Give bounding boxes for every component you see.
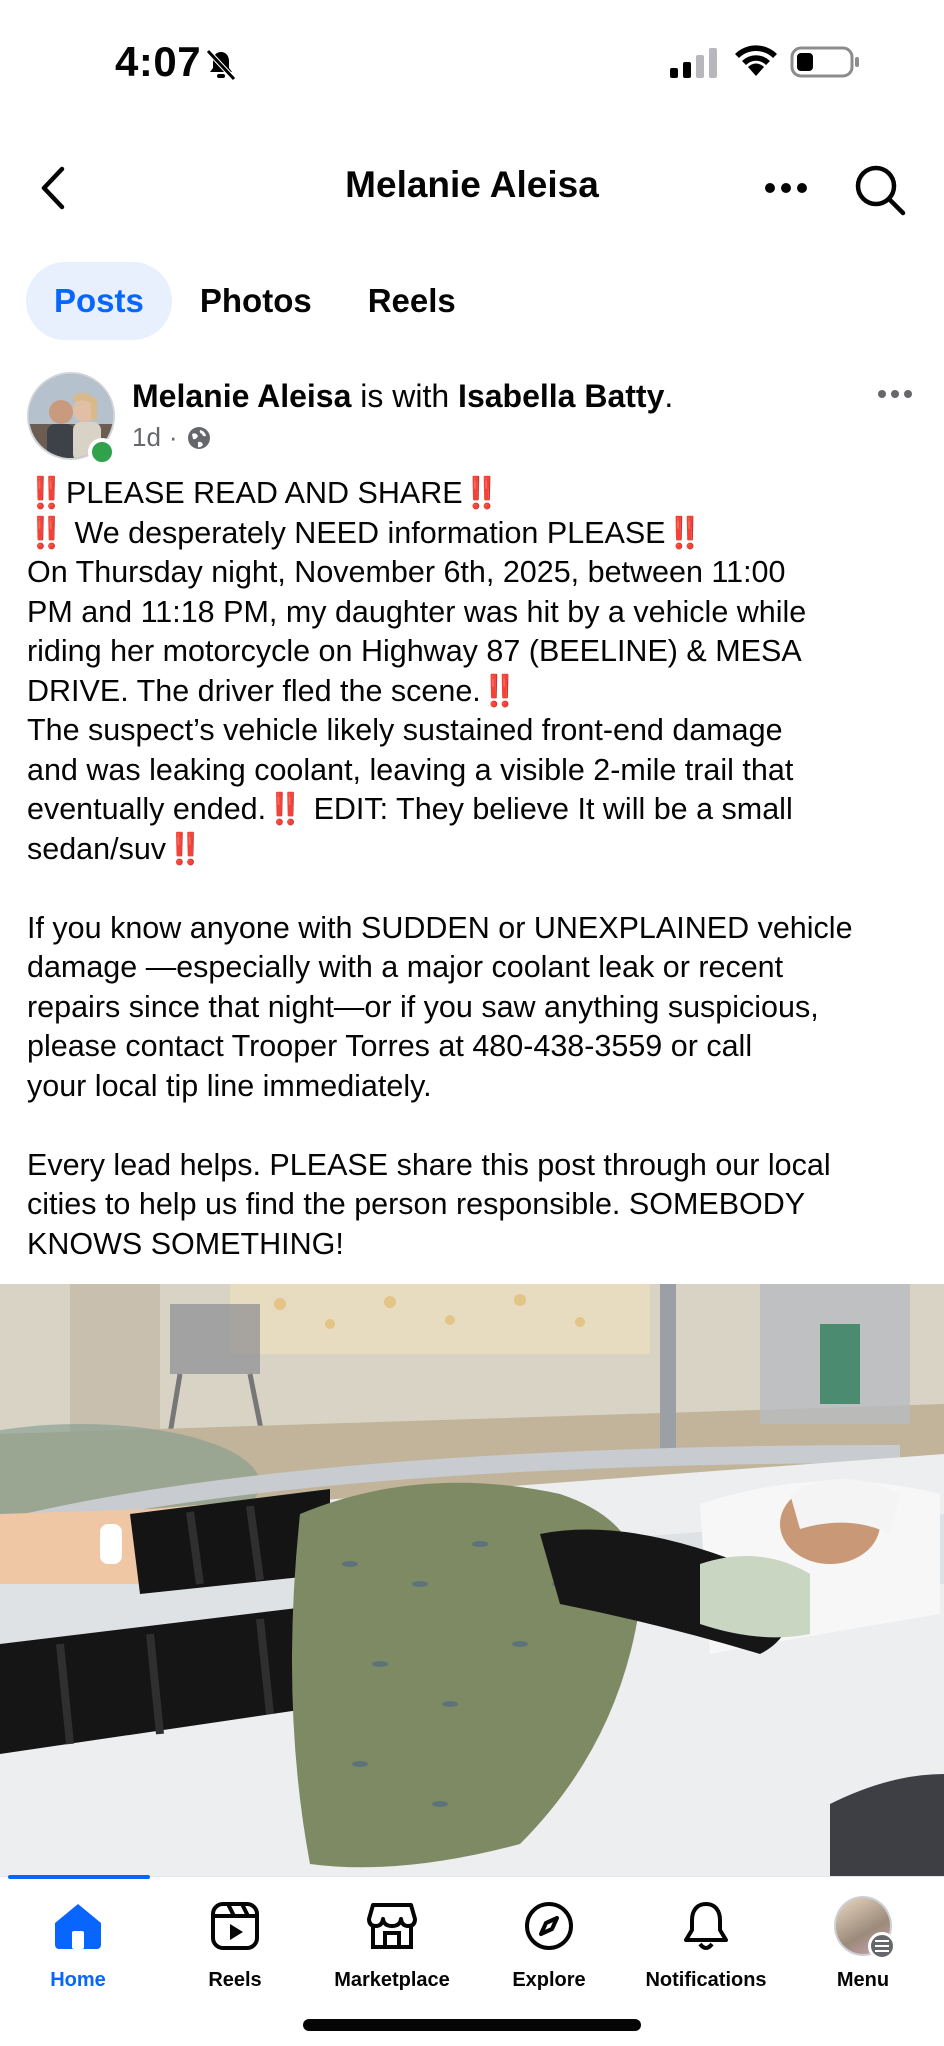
post-more-button[interactable] [870,376,920,412]
more-options-button[interactable] [758,164,814,212]
double-exclamation-emoji: ‼️ [480,673,516,708]
menu-hamburger-icon [868,1932,896,1960]
bottom-navigation [0,1876,944,2046]
double-exclamation-emoji: ‼️ [27,476,62,510]
post-line: sedan/suv‼️ [27,831,202,866]
wifi-icon [733,42,779,78]
explore-icon [520,1897,578,1955]
post-line: If you know anyone with SUDDEN or UNEXPLAINED vehicle [27,910,853,945]
tab-posts[interactable]: Posts [26,262,172,340]
profile-tabs [26,262,484,340]
reels-icon [206,1897,264,1955]
post-header [0,370,944,470]
nav-explore[interactable]: Explore [471,1897,627,2007]
double-exclamation-emoji: ‼️ [665,515,701,550]
post-line: The suspect’s vehicle likely sustained front-end damage [27,713,783,747]
double-exclamation-emoji: ‼️ [462,476,498,510]
status-bar [0,0,944,130]
post-line: Every lead helps. PLEASE share this post through our local [27,1147,831,1182]
post-text [27,474,927,1264]
cellular-signal-icon [668,46,720,80]
nav-notifications[interactable]: Notifications [628,1897,784,2007]
menu-avatar [834,1896,892,1956]
globe-icon [186,425,212,451]
nav-menu[interactable]: Menu [785,1897,941,2007]
post-line: riding her motorcycle on Highway 87 (BEELINE) & MESA [27,634,802,668]
post-timestamp[interactable]: 1d [132,422,161,452]
post-line: repairs since that night—or if you saw anything suspicious, [27,989,819,1024]
double-exclamation-emoji: ‼️ [166,831,202,866]
nav-reels[interactable]: Reels [157,1897,313,2007]
double-exclamation-emoji: ‼️ [266,792,302,826]
period-text: . [664,378,674,414]
hospital-bed-photo [0,1284,944,1876]
post-line: cities to help us find the person responsible. SOMEBODY [27,1187,806,1221]
post-line: ‼️ PLEASE READ AND SHARE‼️ [27,476,498,510]
post-line: please contact Trooper Torres at 480-438-3559 or call [27,1029,753,1063]
post-line: KNOWS SOMETHING! [27,1226,344,1261]
with-text: is with [351,378,459,414]
post-meta [132,422,212,453]
double-exclamation-emoji: ‼️ [27,515,62,550]
post-line: DRIVE. The driver fled the scene.‼️ [27,673,516,708]
nav-marketplace[interactable]: Marketplace [314,1897,470,2007]
post-line: damage —especially with a major coolant leak or recent [27,950,784,984]
nav-home[interactable]: Home [0,1897,156,2007]
post-photo[interactable] [0,1284,944,1876]
post-line: and was leaking coolant, leaving a visible 2-mile trail that [27,752,794,787]
post-line: ‼️ We desperately NEED information PLEASE‼️ [27,515,701,550]
bell-icon [677,1897,735,1955]
post-author-line [132,378,673,415]
more-horizontal-icon [877,389,913,399]
online-status-dot [88,438,116,466]
bell-off-icon [204,48,238,82]
profile-header [0,140,944,236]
home-indicator[interactable] [303,2019,641,2031]
post-line: On Thursday night, November 6th, 2025, between 11:00 [27,555,786,589]
marketplace-icon [363,1897,421,1955]
active-tab-indicator [8,1875,150,1879]
status-time: 4:07 [115,38,202,85]
post-line: eventually ended.‼️ EDIT: They believe It will be a small [27,792,793,826]
search-button[interactable] [852,162,908,218]
post-line: your local tip line immediately. [27,1068,432,1103]
post-line: PM and 11:18 PM, my daughter was hit by a vehicle while [27,594,807,629]
battery-icon [790,44,862,80]
more-horizontal-icon [764,182,808,194]
author-name-link[interactable]: Melanie Aleisa [132,378,352,414]
home-icon [49,1897,107,1955]
tab-reels[interactable]: Reels [367,282,456,319]
tab-photos[interactable]: Photos [199,282,312,319]
tagged-user-link[interactable]: Isabella Batty [458,378,665,414]
meta-separator: · [168,422,178,452]
page-title: Melanie Aleisa [345,164,599,205]
search-icon [854,164,906,216]
